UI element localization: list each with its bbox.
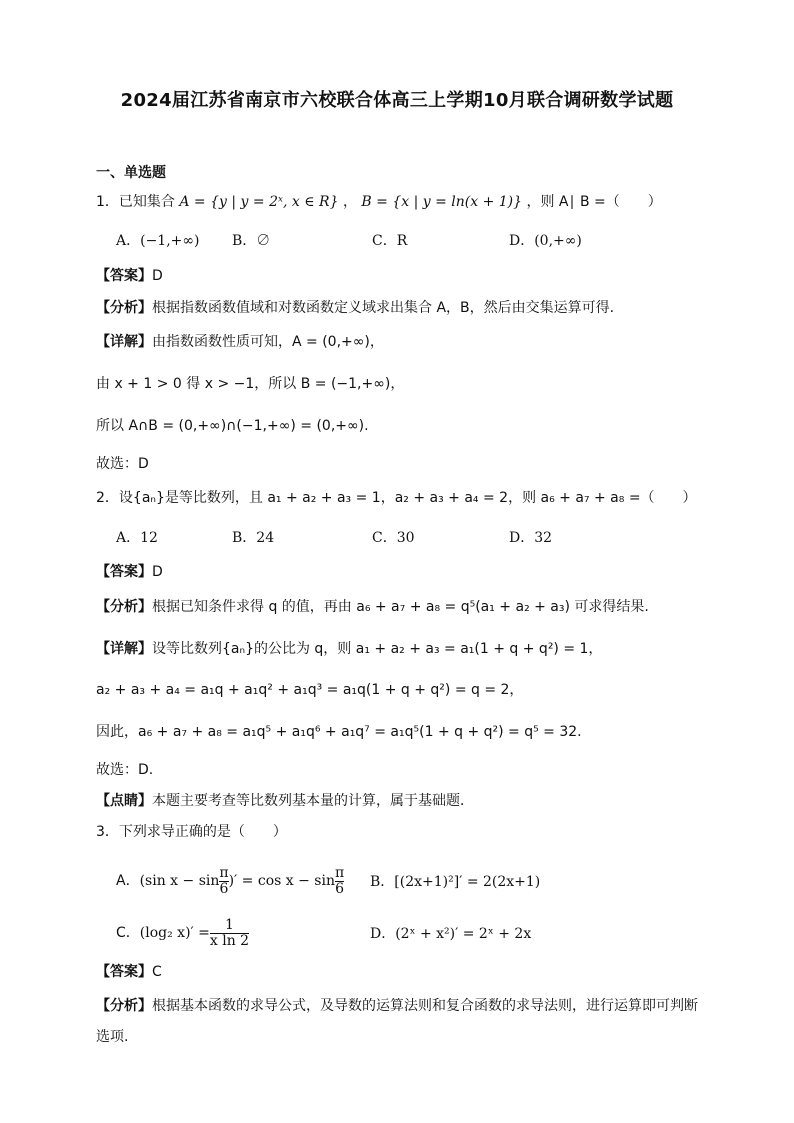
q2-analysis bbox=[96, 597, 649, 617]
q3-analysis-line-2: 选项. bbox=[96, 1029, 129, 1045]
q3-option-a-label: A． bbox=[116, 873, 140, 889]
q2-comment-text: 本题主要考查等比数列基本量的计算，属于基础题． bbox=[152, 793, 474, 809]
q1-option-a: A．(−1,+∞) bbox=[116, 233, 200, 249]
q2-option-b: B．24 bbox=[232, 530, 275, 546]
choose-label: 故选： bbox=[96, 762, 138, 778]
q2-analysis-text: 根据已知条件求得 q 的值，再由 a₆ + a₇ + a₈ = q⁵(a₁ + a₂ + a₃) 可求得结果. bbox=[152, 599, 649, 615]
fraction-numerator: 1 bbox=[225, 916, 234, 933]
q1-option-c: C．R bbox=[372, 233, 408, 249]
section-heading: 一、单选题 bbox=[96, 165, 166, 181]
answer-label: 【答案】 bbox=[96, 564, 152, 580]
q1-detail-line-1: 由指数函数性质可知，A = (0,+∞)， bbox=[152, 334, 384, 350]
q1-answer-value: D bbox=[152, 268, 163, 284]
detail-label: 【详解】 bbox=[96, 641, 152, 657]
q2-detail bbox=[96, 639, 602, 659]
q2-option-c: C．30 bbox=[372, 530, 415, 546]
q1-stem-prefix: 1．已知集合 bbox=[96, 194, 175, 210]
fraction-denominator: 6 bbox=[335, 880, 345, 897]
q1-set-a: A = {y | y = 2ˣ, x ∈ R} bbox=[179, 194, 339, 210]
q1-answer bbox=[96, 266, 163, 286]
question-2-stem: 2．设{aₙ}是等比数列，且 a₁ + a₂ + a₃ = 1，a₂ + a₃ + a₄ = 2，则 a₆ + a₇ + a₈ =（ ） bbox=[96, 490, 697, 506]
q3-option-a-lhs: (sin x − sin bbox=[139, 873, 220, 889]
q1-analysis bbox=[96, 298, 614, 318]
q2-detail-line-2: a₂ + a₃ + a₄ = a₁q + a₁q² + a₁q³ = a₁q(1 + q + q²) = q = 2， bbox=[96, 682, 524, 698]
q1-stem-suffix: ，则 A∣ B =（ ） bbox=[526, 194, 662, 210]
document-title: 2024届江苏省南京市六校联合体高三上学期10月联合调研数学试题 bbox=[120, 90, 674, 111]
q2-comment bbox=[96, 791, 474, 811]
analysis-label: 【分析】 bbox=[96, 599, 152, 615]
q2-answer bbox=[96, 562, 163, 582]
q3-option-b: B．[(2x+1)²]′ = 2(2x+1) bbox=[370, 874, 541, 890]
q2-option-d: D．32 bbox=[509, 530, 553, 546]
q3-option-c bbox=[116, 916, 249, 950]
q3-analysis bbox=[96, 996, 698, 1016]
q3-option-a-rhs: )′ = cos x − sin bbox=[228, 873, 335, 889]
q3-answer-value: C bbox=[152, 964, 162, 980]
analysis-label: 【分析】 bbox=[96, 998, 152, 1014]
fraction-numerator: π bbox=[334, 864, 345, 881]
q1-stem-sep: ， bbox=[342, 194, 357, 210]
q1-option-d: D．(0,+∞) bbox=[509, 233, 582, 249]
q3-option-a bbox=[116, 864, 344, 898]
q2-option-a: A．12 bbox=[116, 530, 158, 546]
q3-analysis-text: 根据基本函数的求导公式，及导数的运算法则和复合函数的求导法则，进行运算即可判断 bbox=[152, 998, 698, 1014]
q1-detail-line-2: 由 x + 1 > 0 得 x > −1，所以 B = (−1,+∞)， bbox=[96, 376, 405, 392]
q3-answer bbox=[96, 962, 162, 982]
one-over-xln2-fraction bbox=[210, 918, 249, 949]
q3-option-d: D．(2ˣ + x²)′ = 2ˣ + 2x bbox=[370, 926, 532, 942]
q1-choose bbox=[96, 454, 149, 474]
q2-detail-line-1: 设等比数列{aₙ}的公比为 q，则 a₁ + a₂ + a₃ = a₁(1 + q + q²) = 1， bbox=[152, 641, 603, 657]
question-3-stem: 3．下列求导正确的是（ ） bbox=[96, 824, 287, 840]
q2-detail-line-3: 因此，a₆ + a₇ + a₈ = a₁q⁵ + a₁q⁶ + a₁q⁷ = a₁q⁵(1 + q + q²) = q⁵ = 32. bbox=[96, 724, 582, 740]
q1-detail-line-3: 所以 A∩B = (0,+∞)∩(−1,+∞) = (0,+∞). bbox=[96, 418, 369, 434]
fraction-numerator: π bbox=[219, 864, 229, 881]
analysis-label: 【分析】 bbox=[96, 300, 152, 316]
q2-answer-value: D bbox=[152, 564, 163, 580]
comment-label: 【点睛】 bbox=[96, 793, 152, 809]
detail-label: 【详解】 bbox=[96, 334, 152, 350]
question-1-stem bbox=[96, 192, 662, 212]
q2-choose bbox=[96, 760, 153, 780]
q1-choose-value: D bbox=[138, 456, 149, 472]
q3-option-c-label: C． bbox=[116, 925, 140, 941]
choose-label: 故选： bbox=[96, 456, 138, 472]
answer-label: 【答案】 bbox=[96, 964, 152, 980]
q3-option-c-lhs: (log₂ x)′ = bbox=[139, 925, 210, 941]
pi-over-6-fraction bbox=[219, 866, 228, 897]
q1-analysis-text: 根据指数函数值域和对数函数定义域求出集合 A，B，然后由交集运算可得. bbox=[152, 300, 615, 316]
fraction-denominator: x ln 2 bbox=[209, 932, 250, 949]
fraction-denominator: 6 bbox=[219, 880, 229, 897]
answer-label: 【答案】 bbox=[96, 268, 152, 284]
q1-option-b: B．∅ bbox=[232, 233, 271, 249]
q1-set-b: B = {x | y = ln(x + 1)} bbox=[361, 194, 523, 210]
q1-detail bbox=[96, 332, 384, 352]
pi-over-6-fraction bbox=[335, 866, 344, 897]
q2-choose-value: D. bbox=[138, 762, 154, 778]
